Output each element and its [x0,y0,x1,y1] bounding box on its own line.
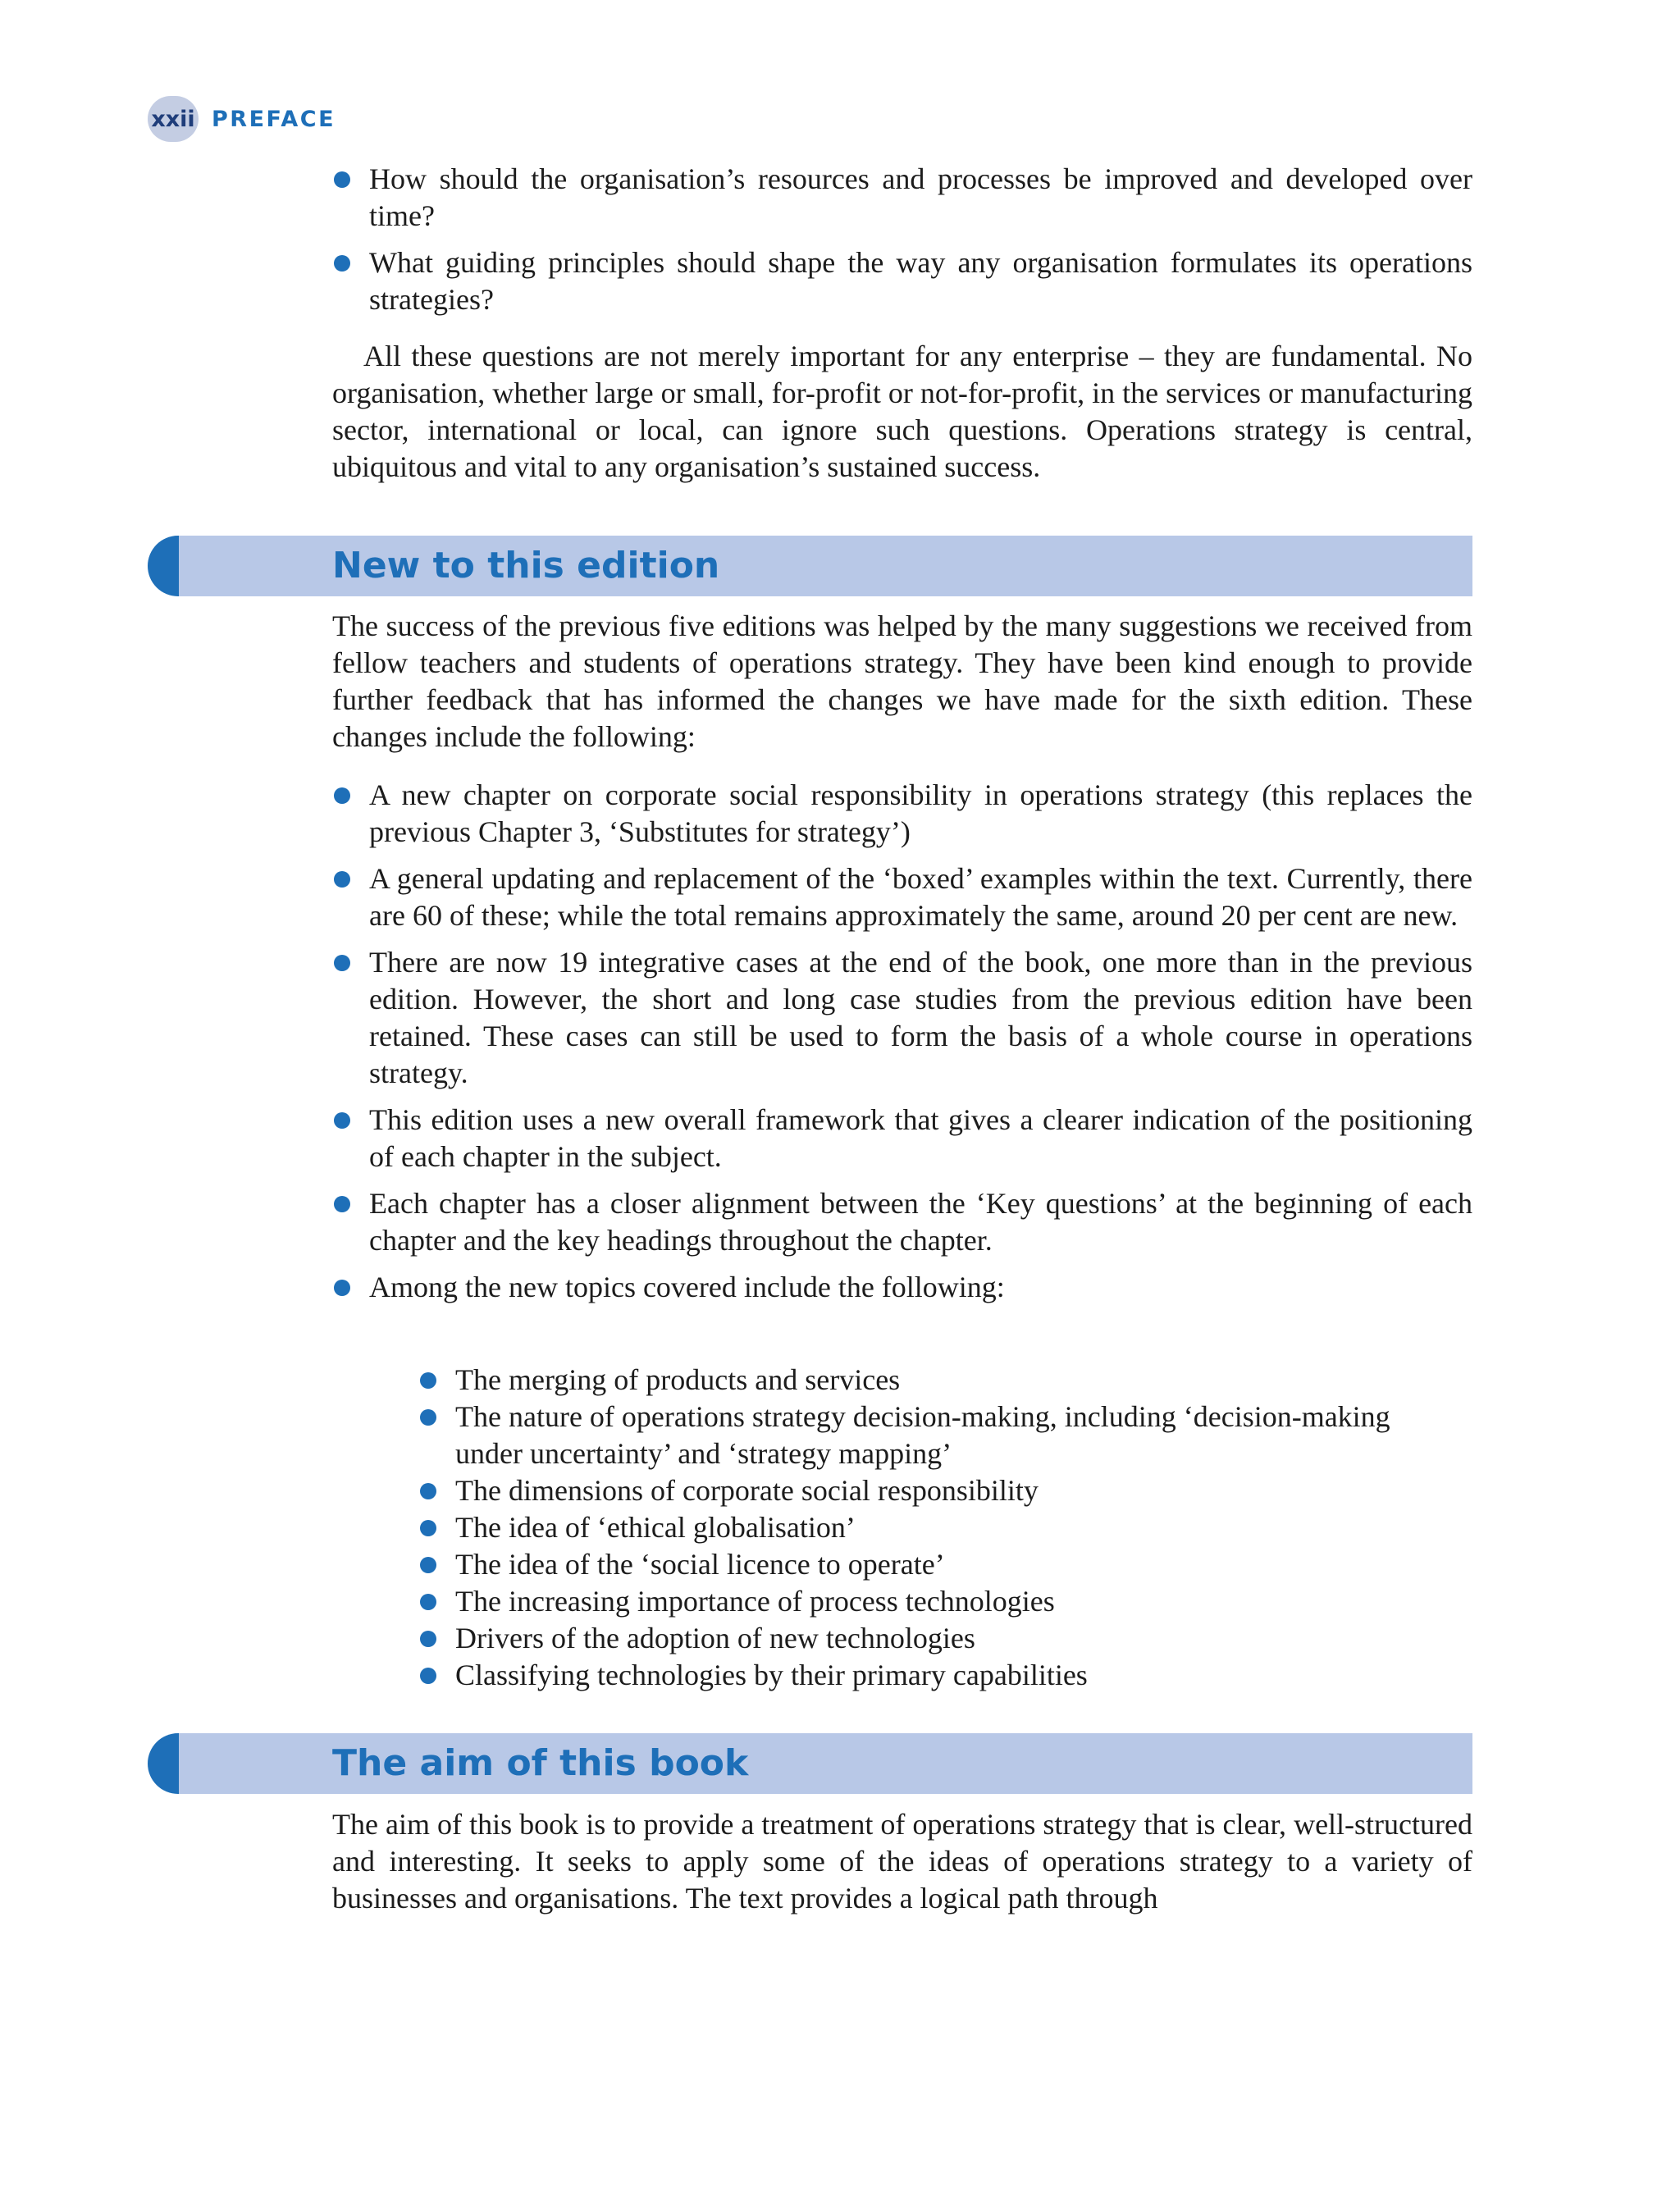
page-number: xxii [148,96,199,142]
list-item: What guiding principles should shape the way any organisation formulates its operations strategies? [332,244,1472,318]
bullet-icon [334,871,350,888]
list-item: This edition uses a new overall framework that gives a clearer indication of the positioning of each chapter in the subject. [332,1102,1472,1175]
bullet-icon [420,1520,436,1536]
bullet-icon [334,1112,350,1129]
list-item: The idea of ‘ethical globalisation’ [418,1509,1403,1546]
aim-paragraph: The aim of this book is to provide a treatment of operations strategy that is clear, well-structured and interesting. It seeks to apply some of the ideas of operations strategy to a variety of businesses and organisations. The text provides a logical path through [332,1808,1472,1914]
section-heading-aim [148,1733,1472,1794]
bullet-icon [420,1409,436,1426]
list-item: The idea of the ‘social licence to operate’ [418,1546,1403,1583]
list-item: Each chapter has a closer alignment between the ‘Key questions’ at the beginning of each chapter and the key headings throughout the chapter. [332,1185,1472,1259]
list-item: Among the new topics covered include the following: [332,1269,1472,1306]
list-item: The nature of operations strategy decision-making, including ‘decision-making under uncertainty’ and ‘strategy mapping’ [418,1399,1403,1472]
list-item: A new chapter on corporate social responsibility in operations strategy (this replaces the previous Chapter 3, ‘Substitutes for strategy’) [332,777,1472,851]
heading-cap [148,536,179,596]
intro-paragraph: All these questions are not merely important for any enterprise – they are fundamental. No organisation, whether large or small, for-profit or not-for-profit, in the services or manufacturing sector, international or local, can ignore such questions. Operations strategy is central, ubiquitous and vital to any organisation’s sustained success. [332,340,1472,483]
section-label: PREFACE [212,106,336,132]
bullet-icon [420,1483,436,1499]
section-heading-new [148,536,1472,596]
bullet-icon [334,955,350,971]
bullet-icon [420,1372,436,1389]
list-item: The increasing importance of process technologies [418,1583,1403,1620]
bullet-icon [334,787,350,804]
bullet-icon [334,1280,350,1296]
new-topics-list [418,1362,1403,1694]
new-edition-paragraph: The success of the previous five editions was helped by the many suggestions we received from fellow teachers and students of operations strategy. They have been kind enough to provide further feedback that has informed the changes we have made for the sixth edition. These changes include the following: [332,609,1472,753]
heading-cap [148,1733,179,1794]
intro-bullets [332,161,1472,318]
bullet-icon [420,1594,436,1610]
list-item: A general updating and replacement of the ‘boxed’ examples within the text. Currently, there are 60 of these; while the total remains approximately the same, around 20 per cent are new. [332,860,1472,934]
new-edition-bullets [332,777,1472,1306]
list-item: The merging of products and services [418,1362,1403,1399]
running-head [148,96,336,142]
section-title: New to this edition [332,545,720,586]
bullet-icon [420,1631,436,1647]
bullet-icon [334,1196,350,1212]
section-title: The aim of this book [332,1742,749,1784]
list-item: Classifying technologies by their primary capabilities [418,1657,1403,1694]
list-item: How should the organisation’s resources and processes be improved and developed over time? [332,161,1472,235]
list-item: There are now 19 integrative cases at the end of the book, one more than in the previous edition. However, the short and long case studies from the previous edition have been retained. These cases can still be used to form the basis of a whole course in operations strategy. [332,944,1472,1092]
bullet-icon [420,1557,436,1573]
bullet-icon [334,171,350,188]
bullet-icon [420,1668,436,1684]
list-item: The dimensions of corporate social responsibility [418,1472,1403,1509]
bullet-icon [334,255,350,272]
list-item: Drivers of the adoption of new technologies [418,1620,1403,1657]
